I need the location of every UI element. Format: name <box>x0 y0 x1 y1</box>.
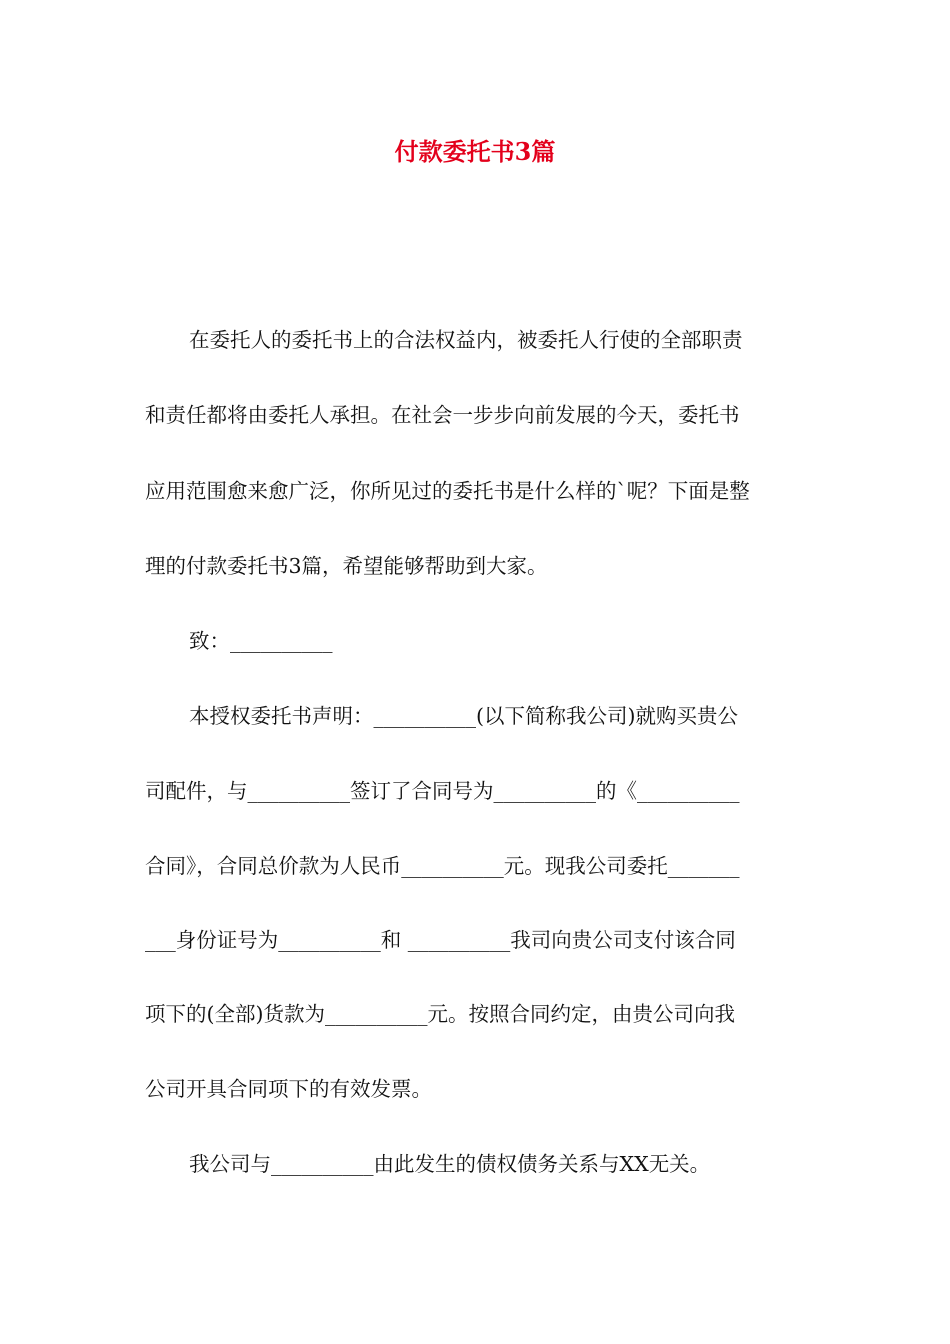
statement-line-4: ___身份证号为__________和 __________我司向贵公司支付该合同 <box>145 928 736 952</box>
intro-line-3: 应用范围愈来愈广泛，你所见过的委托书是什么样的`呢？下面是整 <box>145 479 750 503</box>
statement-line-2: 司配件，与__________签订了合同号为__________的《__________ <box>145 779 740 803</box>
addressee-line: 致：__________ <box>189 629 333 653</box>
liability-line: 我公司与__________由此发生的债权债务关系与XX无关。 <box>189 1152 711 1176</box>
statement-line-3: 合同》，合同总价款为人民币__________元。现我公司委托_______ <box>145 854 740 878</box>
intro-line-4: 理的付款委托书3篇，希望能够帮助到大家。 <box>145 554 548 578</box>
intro-line-2: 和责任都将由委托人承担。在社会一步步向前发展的今天，委托书 <box>145 403 740 427</box>
statement-line-6: 公司开具合同项下的有效发票。 <box>145 1077 432 1101</box>
statement-line-5: 项下的(全部)货款为__________元。按照合同约定，由贵公司向我 <box>145 1002 735 1026</box>
document-title: 付款委托书3篇 <box>394 137 556 166</box>
intro-line-1: 在委托人的委托书上的合法权益内，被委托人行使的全部职责 <box>189 328 743 352</box>
statement-line-1: 本授权委托书声明：__________(以下简称我公司)就购买贵公 <box>189 704 738 728</box>
